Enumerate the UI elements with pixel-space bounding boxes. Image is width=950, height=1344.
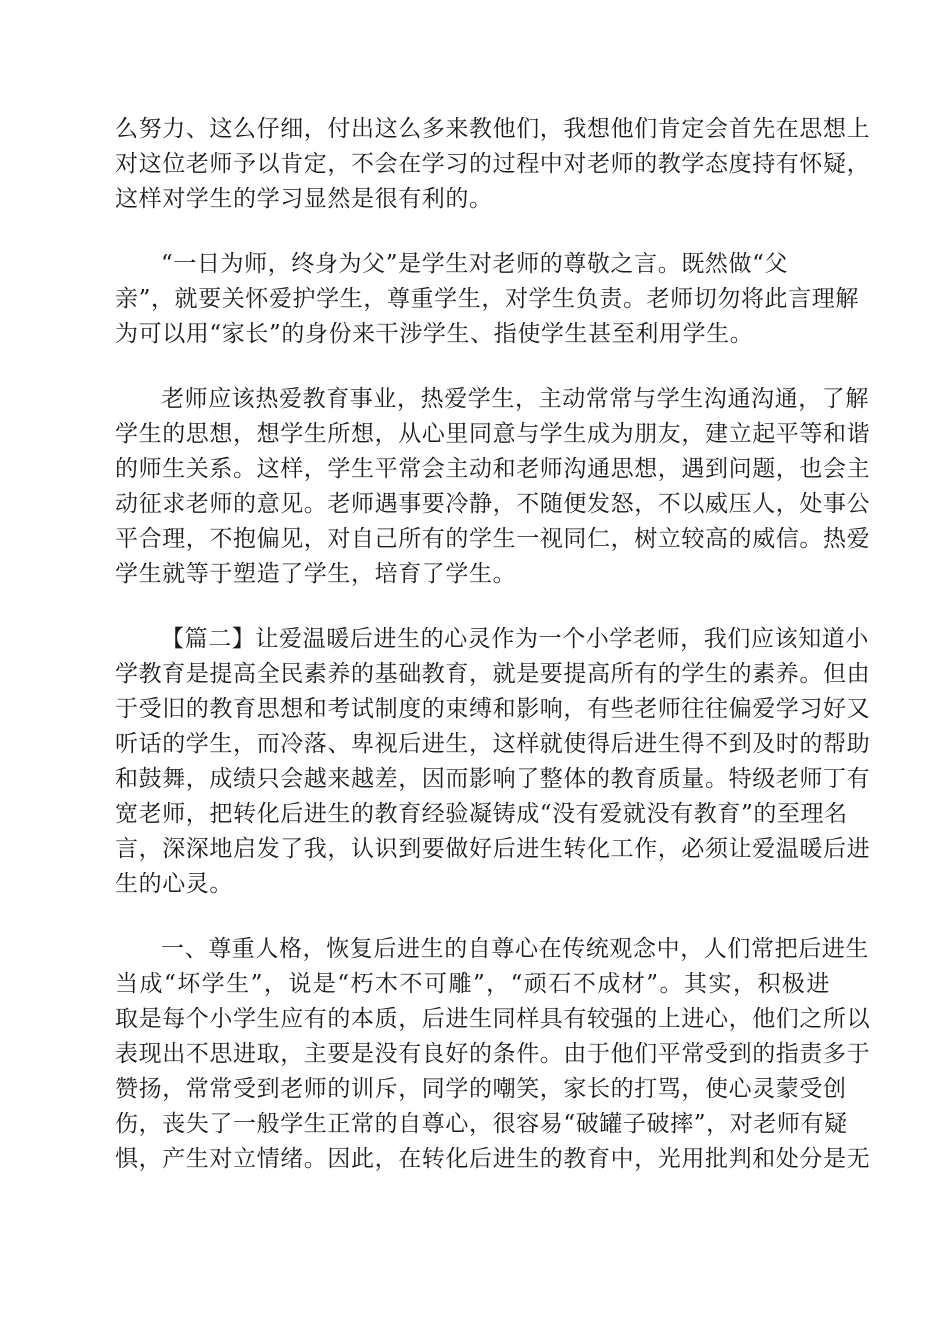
- text-line: 取是每个小学生应有的本质，后进生同样具有较强的上进心，他们之所以: [115, 1006, 871, 1032]
- paragraph-4: [115, 622, 871, 902]
- text-line: 平合理，不抱偏见，对自己所有的学生一视同仁，树立较高的威信。热爱: [115, 526, 871, 552]
- text-line: 老师应该热爱教育事业，热爱学生，主动常常与学生沟通沟通，了解: [161, 386, 869, 412]
- paragraph-5: [115, 932, 871, 1177]
- text-line: 【篇二】让爱温暖后进生的心灵作为一个小学老师，我们应该知道小: [161, 626, 869, 652]
- text-line: 赞扬，常常受到老师的训斥，同学的嘲笑，家长的打骂，使心灵蒙受创: [115, 1076, 847, 1102]
- text-line: 学生就等于塑造了学生，培育了学生。: [115, 561, 517, 587]
- text-line: “一日为师，终身为父”是学生对老师的尊敬之言。既然做“父: [161, 251, 789, 277]
- paragraph-2: [115, 247, 859, 352]
- text-line: 宽老师，把转化后进生的教育经验凝铸成“没有爱就没有教育”的至理名: [115, 801, 848, 827]
- text-line: 于受旧的教育思想和考试制度的束缚和影响，有些老师往往偏爱学习好又: [115, 696, 871, 722]
- text-line: 的师生关系。这样，学生平常会主动和老师沟通思想，遇到问题，也会主: [115, 456, 871, 482]
- text-line: 生的心灵。: [115, 871, 233, 897]
- document-page: [115, 112, 871, 1207]
- text-line: 惧，产生对立情绪。因此，在转化后进生的教育中，光用批判和处分是无: [115, 1146, 871, 1172]
- text-line: 当成“坏学生”，说是“朽木不可雕”，“顽石不成材”。其实，积极进: [115, 971, 830, 997]
- text-line: 和鼓舞，成绩只会越来越差，因而影响了整体的教育质量。特级老师丁有: [115, 766, 871, 792]
- text-line: 为可以用“家长”的身份来干涉学生、指使学生甚至利用学生。: [115, 321, 754, 347]
- text-line: 伤，丧失了一般学生正常的自尊心，很容易“破罐子破摔”，对老师有疑: [115, 1111, 848, 1137]
- text-line: 听话的学生，而冷落、卑视后进生，这样就使得后进生得不到及时的帮助: [115, 731, 871, 757]
- text-line: 对这位老师予以肯定，不会在学习的过程中对老师的教学态度持有怀疑，: [115, 151, 871, 177]
- paragraph-1: [115, 112, 871, 217]
- text-line: 亲”，就要关怀爱护学生，尊重学生，对学生负责。老师切勿将此言理解: [115, 286, 859, 312]
- text-line: 这样对学生的学习显然是很有利的。: [115, 186, 493, 212]
- text-line: 表现出不思进取，主要是没有良好的条件。由于他们平常受到的指责多于: [115, 1041, 871, 1067]
- text-line: 动征求老师的意见。老师遇事要冷静，不随便发怒，不以威压人，处事公: [115, 491, 871, 517]
- text-line: 一、尊重人格，恢复后进生的自尊心在传统观念中，人们常把后进生: [161, 936, 869, 962]
- text-line: 学生的思想，想学生所想，从心里同意与学生成为朋友，建立起平等和谐: [115, 421, 871, 447]
- text-line: 言，深深地启发了我，认识到要做好后进生转化工作，必须让爱温暖后进: [115, 836, 871, 862]
- text-line: 学教育是提高全民素养的基础教育，就是要提高所有的学生的素养。但由: [115, 661, 871, 687]
- text-line: 么努力、这么仔细，付出这么多来教他们，我想他们肯定会首先在思想上: [115, 116, 871, 142]
- paragraph-3: [115, 382, 871, 592]
